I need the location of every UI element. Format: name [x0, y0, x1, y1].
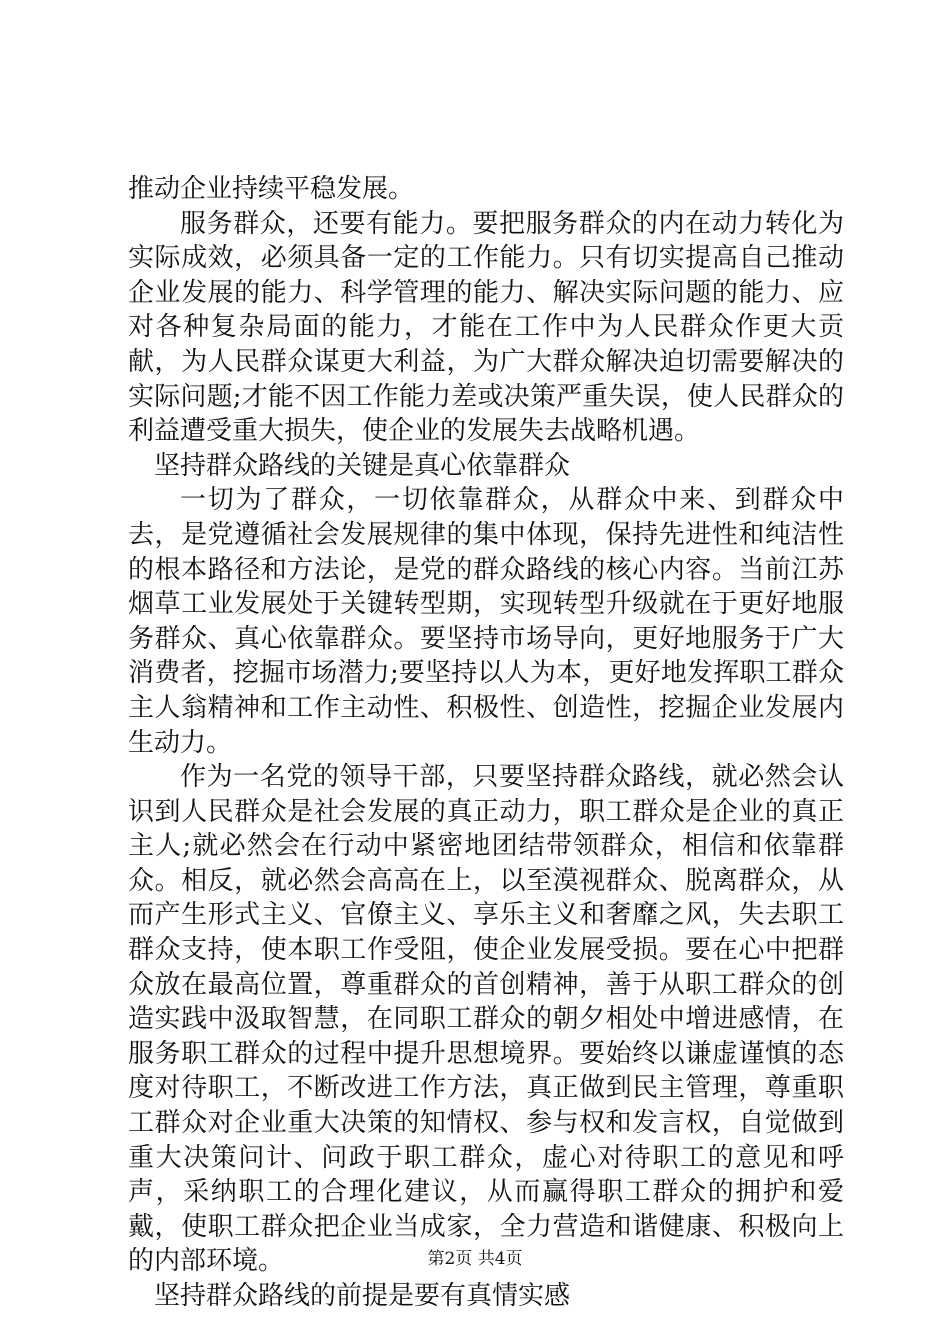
paragraph-service-ability: 服务群众，还要有能力。要把服务群众的内在动力转化为实际成效，必须具备一定的工作能力。只有切实提高自己推动企业发展的能力、科学管理的能力、解决实际问题的能力、应对各种复杂局面的能力，才能在工作中为人民群众作更大贡献，为人民群众谋更大利益，为广大群众解决迫切需要解决的实际问题;才能不因工作能力差或决策严重失误，使人民群众的利益遭受重大损失，使企业的发展失去战略机遇。 — [128, 208, 844, 447]
section-heading-rely-on-masses: 坚持群众路线的关键是真心依靠群众 — [154, 450, 571, 481]
paragraph-mass-line-core: 一切为了群众，一切依靠群众，从群众中来、到群众中去，是党遵循社会发展规律的集中体现，保持先进性和纯洁性的根本路径和方法论，是党的群众路线的核心内容。当前江苏烟草工业发展处于关键转型期，实现转型升级就在于更好地服务群众、真心依靠群众。要坚持市场导向，更好地服务于广大消费者，挖掘市场潜力;要坚持以人为本，更好地发挥职工群众主人翁精神和工作主动性、积极性、创造性，挖掘企业发展内生动力。 — [128, 485, 844, 758]
paragraph-continued: 推动企业持续平稳发展。 — [128, 174, 415, 204]
page-footer: 第2页 共4页 — [427, 1249, 523, 1269]
section-heading-true-feelings: 坚持群众路线的前提是要有真情实感 — [154, 1281, 571, 1311]
paragraph-party-leader: 作为一名党的领导干部，只要坚持群众路线，就必然会认识到人民群众是社会发展的真正动力，职工群众是企业的真正主人;就必然会在行动中紧密地团结带领群众，相信和依靠群众。相反，就必然会高高在上，以至漠视群众、脱离群众，从而产生形式主义、官僚主义、享乐主义和奢靡之风，失去职工群众支持，使本职工作受阻，使企业发展受损。要在心中把群众放在最高位置，尊重群众的首创精神，善于从职工群众的创造实践中汲取智慧，在同职工群众的朝夕相处中增进感情，在服务职工群众的过程中提升思想境界。要始终以谦虚谨慎的态度对待职工，不断改进工作方法，真正做到民主管理，尊重职工群众对企业重大决策的知情权、参与权和发言权，自觉做到重大决策问计、问政于职工群众，虚心对待职工的意见和呼声，采纳职工的合理化建议，从而赢得职工群众的拥护和爱戴，使职工群众把企业当成家，全力营造和谐健康、积极向上的内部环境。 — [128, 762, 844, 1277]
document-body — [128, 172, 844, 1314]
